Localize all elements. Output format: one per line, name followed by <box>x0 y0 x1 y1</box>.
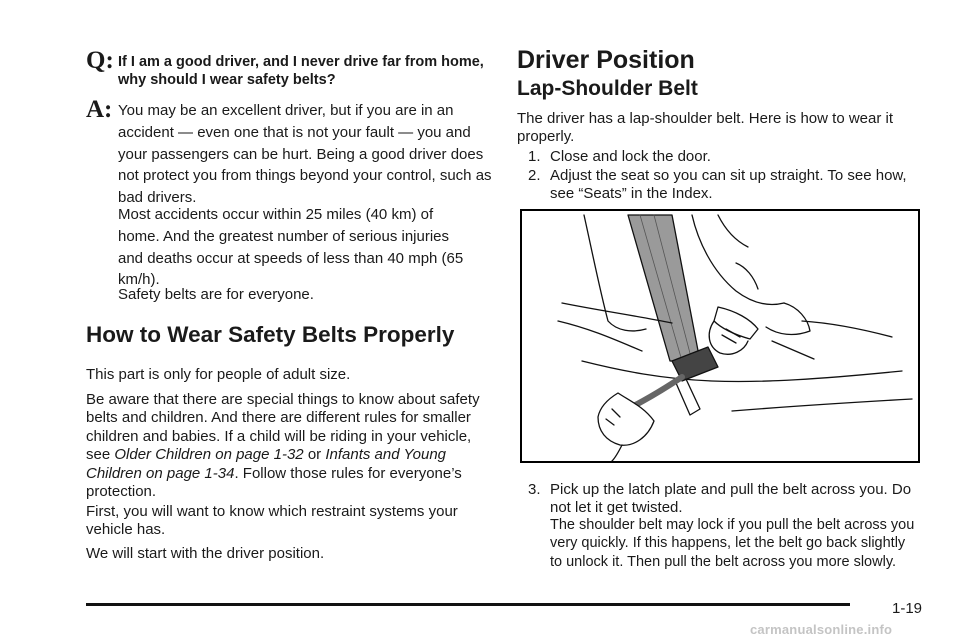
question-text: If I am a good driver, and I never drive far from home, why should I wear safety belts? <box>118 54 484 88</box>
belt-illustration <box>520 209 920 463</box>
page-number: 1-19 <box>892 600 923 617</box>
section-heading-how-to-wear: How to Wear Safety Belts Properly <box>86 322 455 347</box>
section-heading-driver-position: Driver Position <box>517 46 695 74</box>
step-2 <box>528 167 918 204</box>
paragraph-driver-intro: The driver has a lap-shoulder belt. Here is how to wear it properly. <box>517 110 894 146</box>
question-mark: Q: <box>86 47 114 74</box>
step-3-note: The shoulder belt may lock if you pull the belt across you very quickly. If this happens, let the belt go back slightly to unlock it. Then pull the belt across you more slowly. <box>550 517 915 570</box>
paragraph-adult-size: This part is only for people of adult size. <box>86 366 351 383</box>
paragraph-driver-position-start: We will start with the driver position. <box>86 545 325 562</box>
step-1-number: 1. <box>528 148 541 165</box>
paragraph-children <box>86 391 494 501</box>
watermark: carmanualsonline.info <box>750 622 893 637</box>
step-2-text: Adjust the seat so you can sit up straight. To see how, see “Seats” in the Index. <box>550 167 907 203</box>
subheading-lap-shoulder-belt: Lap-Shoulder Belt <box>517 77 698 100</box>
paragraph-restraint-systems: First, you will want to know which restraint systems your vehicle has. <box>86 503 458 539</box>
belt-illustration-drawing <box>522 211 918 461</box>
footer-rule <box>86 603 850 606</box>
step-1-text: Close and lock the door. <box>550 148 711 165</box>
paragraph-children-end: . Follow those rules for everyone’s protection. <box>86 464 462 501</box>
answer-text: You may be an excellent driver, but if you are in an accident — even one that is not your fault — you and your passengers can be hurt. Being a good driver does not protect you from things beyond your control, such as bad drivers. <box>118 102 492 207</box>
step-3-text: Pick up the latch plate and pull the belt across you. Do not let it get twisted. <box>550 481 912 517</box>
paragraph-children-or: or <box>303 446 326 464</box>
question-block <box>86 47 494 92</box>
step-2-number: 2. <box>528 167 541 184</box>
answer-paragraph-2: Most accidents occur within 25 miles (40 km) of home. And the greatest number of serious injuries and deaths occur at speeds of less than 40 mph (65 km/h). <box>118 206 464 289</box>
link-older-children[interactable]: Older Children on page 1-32 <box>114 446 304 464</box>
paragraph-children-start: Be aware that there are special things to know about safety belts and children. And there are different rules for smaller children and babies. If a child will be riding in your vehicle, see <box>86 391 480 464</box>
answer-block <box>86 96 494 310</box>
answer-mark: A: <box>86 96 113 123</box>
link-infants-young-children[interactable]: Infants and Young Children on page 1-34 <box>86 446 447 482</box>
step-3-number: 3. <box>528 481 541 498</box>
shoulder-belt <box>628 215 700 361</box>
seat-edge <box>732 399 912 411</box>
right-arm <box>766 303 810 334</box>
step-3 <box>528 481 920 518</box>
step-1 <box>528 148 918 166</box>
answer-paragraph-3: Safety belts are for everyone. <box>118 286 314 303</box>
